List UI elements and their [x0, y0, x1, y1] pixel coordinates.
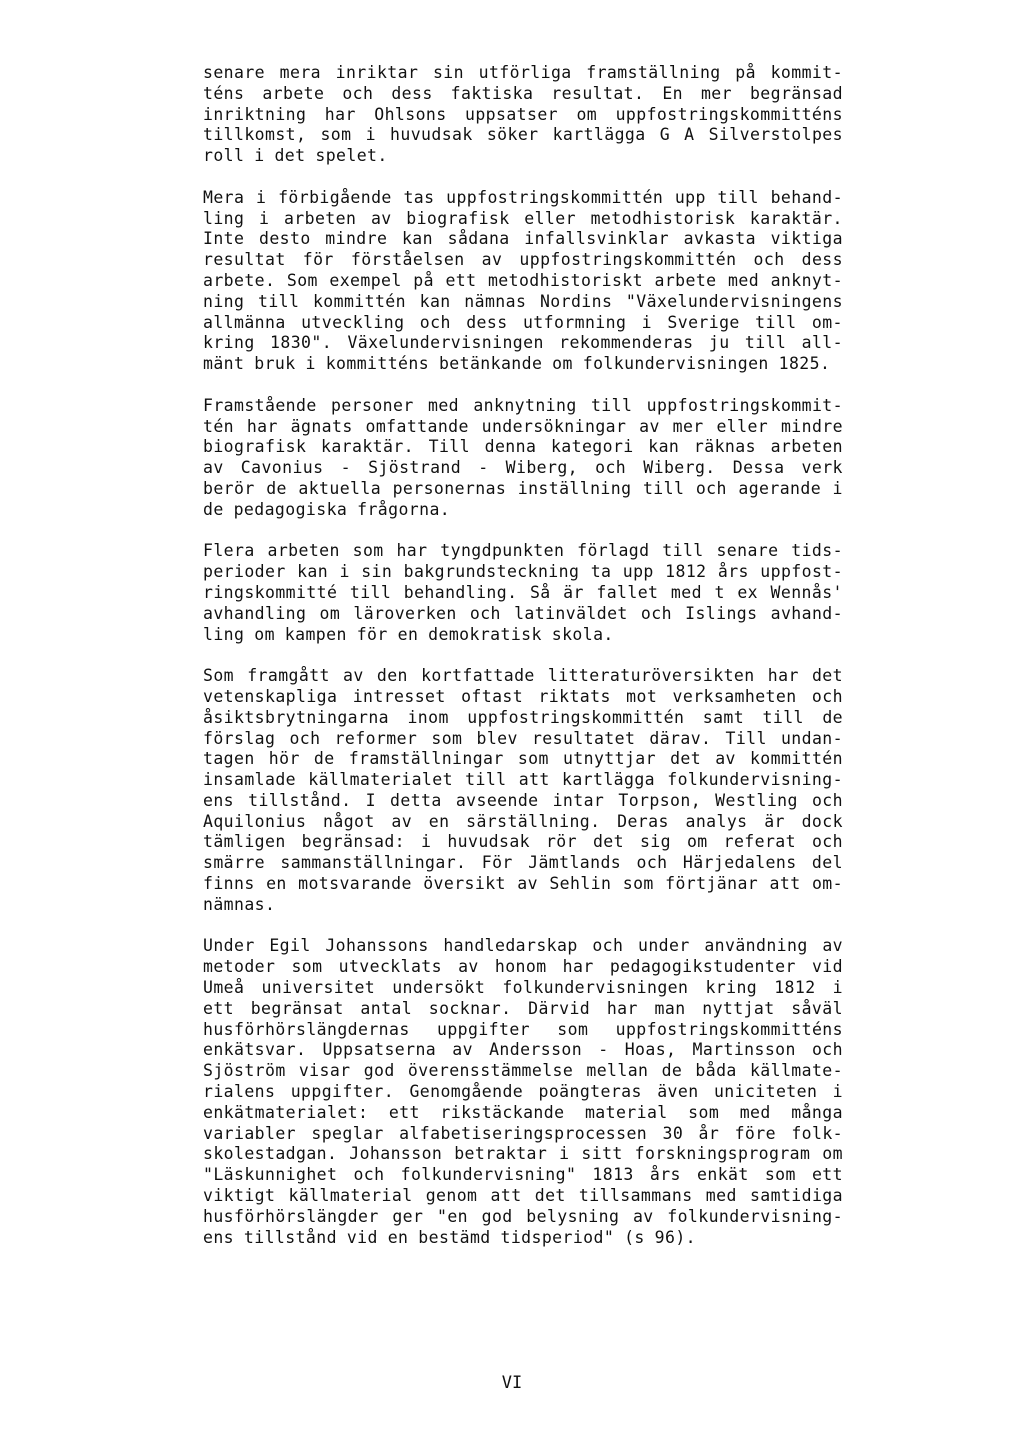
text-line: berör de aktuella personernas inställning till och agerande i: [203, 478, 843, 498]
text-line: "Läskunnighet och folkundervisning" 1813 års enkät som ett: [203, 1165, 843, 1185]
paragraph: [203, 936, 843, 1248]
text-line: åsiktsbrytningarna inom uppfostringskommittén samt till de: [203, 707, 843, 727]
text-line: ning till kommittén kan nämnas Nordins "Växelundervisningens: [203, 291, 843, 311]
text-line: ens tillstånd. I detta avseende intar Torpson, Westling och: [203, 790, 843, 810]
text-line: husförhörslängder ger "en god belysning av folkundervisning-: [203, 1206, 843, 1226]
text-line: allmänna utveckling och dess utformning i Sverige till om-: [203, 312, 843, 332]
text-line: ringskommitté till behandling. Så är fallet med t ex Wennås': [203, 582, 843, 602]
text-line: variabler speglar alfabetiseringsprocessen 30 år före folk-: [203, 1123, 843, 1143]
text-line: Mera i förbigående tas uppfostringskommittén upp till behand-: [203, 187, 843, 207]
text-line: Framstående personer med anknytning till uppfostringskommit-: [203, 395, 843, 415]
text-line: av Cavonius - Sjöstrand - Wiberg, och Wiberg. Dessa verk: [203, 458, 843, 478]
text-line: metoder som utvecklats av honom har pedagogikstudenter vid: [203, 957, 843, 977]
text-line: enkätsvar. Uppsatserna av Andersson - Hoas, Martinsson och: [203, 1040, 843, 1060]
text-line: tillkomst, som i huvudsak söker kartlägga G A Silverstolpes: [203, 125, 843, 145]
text-line: Som framgått av den kortfattade litteraturöversikten har det: [203, 666, 843, 686]
text-line: vetenskapliga intresset oftast riktats mot verksamheten och: [203, 686, 843, 706]
text-line: kring 1830". Växelundervisningen rekommenderas ju till all-: [203, 333, 843, 353]
text-line: enkätmaterialet: ett rikstäckande material som med många: [203, 1102, 843, 1122]
text-line: ling i arbeten av biografisk eller metodhistorisk karaktär.: [203, 208, 843, 228]
text-line: insamlade källmaterialet till att kartlägga folkundervisning-: [203, 770, 843, 790]
text-line: roll i det spelet.: [203, 146, 388, 166]
text-line: inriktning har Ohlsons uppsatser om uppfostringskommitténs: [203, 104, 843, 124]
text-line: biografisk karaktär. Till denna kategori kan räknas arbeten: [203, 437, 843, 457]
text-line: Sjöström visar god överensstämmelse mellan de båda källmate-: [203, 1061, 843, 1081]
page-number: VI: [501, 1373, 523, 1393]
text-line: Under Egil Johanssons handledarskap och under användning av: [203, 936, 843, 956]
text-line: smärre sammanställningar. För Jämtlands och Härjedalens del: [203, 853, 843, 873]
paragraph: [203, 541, 843, 645]
text-line: Inte desto mindre kan sådana infallsvinklar avkasta viktiga: [203, 229, 843, 249]
text-line: ling om kampen för en demokratisk skola.: [203, 624, 614, 644]
text-line: tén har ägnats omfattande undersökningar av mer eller mindre: [203, 416, 843, 436]
text-line: resultat för förståelsen av uppfostringskommittén och dess: [203, 250, 843, 270]
document-body: [203, 63, 843, 1269]
text-line: Flera arbeten som har tyngdpunkten förlagd till senare tids-: [203, 541, 843, 561]
text-line: arbete. Som exempel på ett metodhistoriskt arbete med anknyt-: [203, 270, 843, 290]
text-line: avhandling om läroverken och latinväldet och Islings avhand-: [203, 603, 843, 623]
text-line: tämligen begränsad: i huvudsak rör det sig om referat och: [203, 832, 843, 852]
paragraph: [203, 188, 843, 375]
paragraph: [203, 63, 843, 167]
text-line: senare mera inriktar sin utförliga framställning på kommit-: [203, 63, 843, 82]
text-line: de pedagogiska frågorna.: [203, 499, 451, 519]
text-line: nämnas.: [203, 894, 276, 914]
text-line: ett begränsat antal socknar. Därvid har man nyttjat såväl: [203, 998, 843, 1018]
text-line: téns arbete och dess faktiska resultat. En mer begränsad: [203, 83, 843, 103]
text-line: finns en motsvarande översikt av Sehlin som förtjänar att om-: [203, 874, 843, 894]
text-line: ens tillstånd vid en bestämd tidsperiod" (s 96).: [203, 1227, 696, 1247]
text-line: rialens uppgifter. Genomgående poängteras även uniciteten i: [203, 1082, 843, 1102]
paragraph: [203, 666, 843, 916]
text-line: perioder kan i sin bakgrundsteckning ta upp 1812 års uppfost-: [203, 562, 843, 582]
text-line: förslag och reformer som blev resultatet därav. Till undan-: [203, 728, 843, 748]
text-line: Umeå universitet undersökt folkundervisningen kring 1812 i: [203, 978, 843, 998]
text-line: viktigt källmaterial genom att det tillsammans med samtidiga: [203, 1186, 843, 1206]
text-line: husförhörslängdernas uppgifter som uppfostringskommitténs: [203, 1019, 843, 1039]
text-line: Aquilonius något av en särställning. Deras analys är dock: [203, 811, 843, 831]
paragraph: [203, 396, 843, 521]
text-line: mänt bruk i kommitténs betänkande om folkundervisningen 1825.: [203, 354, 831, 374]
text-line: tagen hör de framställningar som utnyttjar det av kommittén: [203, 749, 843, 769]
text-line: skolestadgan. Johansson betraktar i sitt forskningsprogram om: [203, 1144, 843, 1164]
